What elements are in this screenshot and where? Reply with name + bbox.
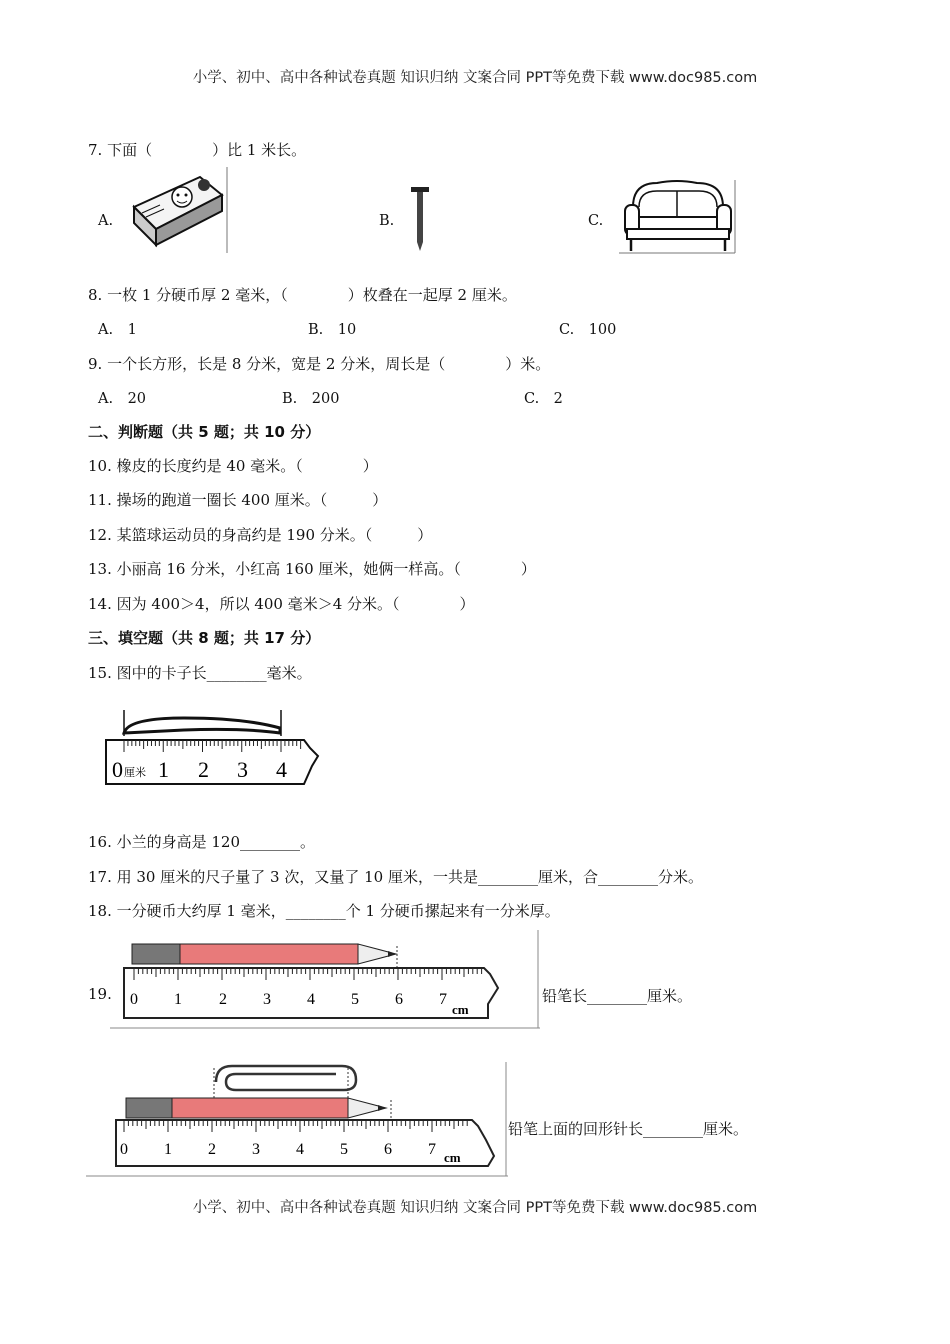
clip-ruler-label-5: 5	[340, 1141, 348, 1158]
clip-ruler-label-4: 4	[296, 1141, 304, 1158]
question-14: 14. 因为 400＞4，所以 400 毫米＞4 分米。（ ）	[88, 595, 475, 613]
pencil-ruler-label-0: 0	[130, 991, 138, 1008]
pencil-ruler-label-5: 5	[351, 991, 359, 1008]
pencil-ruler-label-3: 3	[263, 991, 271, 1008]
clip-ruler-label-6: 6	[384, 1141, 392, 1158]
pencil-ruler-label-7: 7	[439, 991, 447, 1008]
clip-ruler-unit: cm	[444, 1150, 461, 1165]
q19-pencil-text: 铅笔长________厘米。	[542, 987, 693, 1005]
question-15: 15. 图中的卡子长________毫米。	[88, 664, 312, 682]
section-2-title: 二、判断题（共 5 题；共 10 分）	[88, 423, 321, 441]
q8-option-b: B. 10	[308, 322, 357, 338]
question-17: 17. 用 30 厘米的尺子量了 3 次，又量了 10 厘米，一共是________厘米，合________分米。	[88, 868, 703, 886]
small-ruler-label-2: 2	[198, 757, 209, 782]
question-9: 9. 一个长方形，长是 8 分米，宽是 2 分米，周长是（ ）米。	[88, 355, 551, 373]
q9-option-a: A. 20	[98, 391, 147, 407]
question-19-number: 19.	[88, 985, 112, 1003]
question-11: 11. 操场的跑道一圈长 400 厘米。（ ）	[88, 491, 388, 509]
question-7: 7. 下面（ ）比 1 米长。	[88, 141, 307, 159]
small-ruler-label-1: 1	[158, 757, 169, 782]
paperclip-ruler-figure	[86, 1062, 510, 1184]
q9-option-c: C. 2	[524, 391, 563, 407]
small-ruler-label-0: 0	[112, 757, 123, 782]
hairclip-ruler-figure	[104, 706, 324, 794]
q7-option-c-label: C.	[588, 213, 604, 229]
section-3-title: 三、填空题（共 8 题；共 17 分）	[88, 629, 321, 647]
pencil-ruler-label-6: 6	[395, 991, 403, 1008]
q8-option-a: A. 1	[98, 322, 137, 338]
page-header: 小学、初中、高中各种试卷真题 知识归纳 文案合同 PPT等免费下载 www.doc985.com	[192, 70, 758, 86]
question-12: 12. 某篮球运动员的身高约是 190 分米。（ ）	[88, 526, 433, 544]
clip-ruler-label-3: 3	[252, 1141, 260, 1158]
q19-paperclip-text: 铅笔上面的回形针长________厘米。	[508, 1120, 749, 1138]
question-10: 10. 橡皮的长度约是 40 毫米。（ ）	[88, 457, 378, 475]
pencil-ruler-figure	[110, 930, 542, 1034]
small-ruler-label-3: 3	[237, 757, 248, 782]
question-13: 13. 小丽高 16 分米，小红高 160 厘米，她俩一样高。（ ）	[88, 560, 536, 578]
clip-ruler-label-7: 7	[428, 1141, 436, 1158]
pencil-ruler-unit: cm	[452, 1002, 469, 1017]
q9-option-b: B. 200	[282, 391, 340, 407]
pencil-ruler-label-4: 4	[307, 991, 315, 1008]
q7-option-b-label: B.	[379, 213, 395, 229]
clip-ruler-label-2: 2	[208, 1141, 216, 1158]
q7-option-a-label: A.	[98, 213, 114, 229]
sofa-image	[619, 177, 737, 259]
question-18: 18. 一分硬币大约厚 1 毫米，________个 1 分硬币摞起来有一分米厚。	[88, 902, 560, 920]
page-footer: 小学、初中、高中各种试卷真题 知识归纳 文案合同 PPT等免费下载 www.doc985.com	[192, 1200, 758, 1216]
question-8: 8. 一枚 1 分硬币厚 2 毫米，（ ）枚叠在一起厚 2 厘米。	[88, 286, 517, 304]
pencil-ruler-label-2: 2	[219, 991, 227, 1008]
clip-ruler-label-1: 1	[164, 1141, 172, 1158]
nail-image	[408, 185, 432, 257]
clip-ruler-label-0: 0	[120, 1141, 128, 1158]
small-ruler-unit: 厘米	[124, 767, 146, 779]
pencil-case-image	[130, 167, 230, 257]
q8-option-c: C. 100	[559, 322, 617, 338]
pencil-ruler-label-1: 1	[174, 991, 182, 1008]
question-16: 16. 小兰的身高是 120________。	[88, 833, 316, 851]
small-ruler-label-4: 4	[276, 757, 287, 782]
